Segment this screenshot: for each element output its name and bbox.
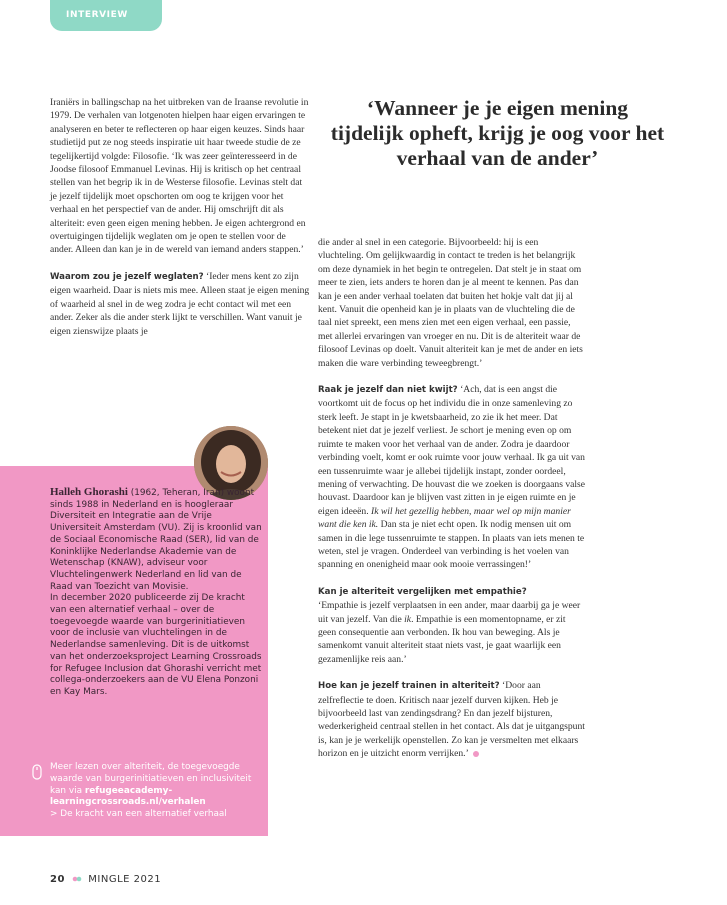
answer-text: . Empathie is een momentopname, er zit geen consequentie aan verbonden. Ik hou van beweging. Als je samenkomt vanuit alteriteit staat niets vast, je gaat waarlijk een gezamenlijke reis aan.’: [318, 613, 566, 665]
more-info-line[interactable]: > De kracht van een alternatief verhaal: [50, 809, 227, 820]
page-footer: [50, 874, 161, 885]
paragraph: Iraniërs in ballingschap na het uitbreken van de Iraanse revolutie in 1979. De verhalen van lotgenoten hielpen haar eigen ervaringen te analyseren en beter te reflecteren op haar eigen keuzes. Sinds haar studietijd put ze nog steeds inspiratie uit haar tweede studie de ze tegelijkertijd volgde: Filosofie. ‘Ik was zeer geïnteresseerd in de Joodse filosoof Emmanuel Levinas. Hij is kritisch op het centraal stellen van het begrip ik in de Westerse filosofie. Levinas stelt dat je jezelf tijdelijk moet opschorten om oog te krijgen voor het verhaal en het perspectief van de ander. Hij omschrijft dit als alteriteit: even geen eigen mening hebben. Je eigen achtergrond en overtuigingen tijdelijk weglaten om je open te stellen voor de ander. Alleen dan kan je in de wereld van iemand anders stappen.’: [50, 97, 309, 256]
answer-italic: Ik wil het gezellig hebben, maar wel op mijn manier want die ken ik.: [318, 505, 571, 531]
paragraph: [318, 585, 586, 666]
answer-text: ‘Ach, dat is een angst die voortkomt uit de focus op het individu die in onze samenleving zo sterk leeft. Je stapt in je kwetsbaarheid, zo zie ik het meer. Dat betekent niet dat je jezelf verliest. Je schort je mening even op om ruimte te maken voor het verhaal van de ander. Zodra je daardoor verbinding voelt, komt er ook ruimte voor jouw verhaal. Ik ga uit van een tussenruimte waar je allebei tijdelijk instapt, zonder oordeel, mening of verwachting. De houvast die we zoeken is doorgaans valse houvast. Daardoor kan je blijven vast zitten in je eigen ruimte en je eigen ideeën.: [318, 384, 586, 517]
bio-paragraph: [50, 487, 262, 593]
paragraph: die ander al snel in een categorie. Bijvoorbeeld: hij is een vluchteling. Om gelijkwaardig in contact te treden is het belangrijk om deze dynamiek in het begin te ontregelen. Dat stelt je in staat om meer te zien, iets anders te horen dan je al meent te kennen. Pas dan kan je een ander verhaal toelaten dat buiten het hokje valt dat jij al kent. Vanuit die openheid kan je in plaats van de vluchteling die de taal niet spreekt, een mens zien met een eigen verhaal, een passie, met allerlei ervaringen van vroeger en nu. Dit is de alteriteit waar de filosoof Levinas op doelt. Vanuit alteriteit kan je met de ander en iets maken die ware verbinding teweegbrengt.’: [318, 237, 583, 369]
bio-text: [50, 487, 262, 699]
answer-text: Dan sta je niet echt open. Ik nodig mensen uit om samen in die lege tussenruimte te stappen. In plaats van iets menen te weten, stel je vragen. Onderdeel van verbinding is het voelen van spanning en onenigheid maar ook mooie verrassingen!’: [318, 519, 585, 571]
answer-text: ‘Door aan zelfreflectie te doen. Kritisch naar jezelf durven kijken. Heb je bijvoorbeeld last van zendingsdrang? En dan jezelf bijsturen, wederkerigheid centraal stellen in het contact. Als dat je uitgangspunt is, kan je je werkelijk openstellen. Zo kan je versmelten met elkaars horizon en je uitzicht enorm verrijken.’: [318, 680, 585, 760]
answer-italic: ik: [404, 613, 412, 625]
pull-quote: ‘Wanneer je je eigen mening tijdelijk opheft, krijg je oog voor het verhaal van de ander’: [330, 96, 665, 170]
question: Kan je alteriteit vergelijken met empathie?: [318, 586, 527, 597]
page-number: 20: [50, 874, 65, 885]
answer-text: ‘Ieder mens kent zo zijn eigen waarheid. Daar is niets mis mee. Alleen staat je eigen mening of waarheid al snel in de weg zodra je echt contact wil met een ander. Zeker als die ander sterk lijkt te verschillen. Want vanuit je eigen zienswijze plaats je: [50, 270, 310, 337]
end-dot-icon: [473, 751, 479, 757]
mouse-icon: [32, 764, 42, 780]
more-info-link[interactable]: refugeeacademy-learningcrossroads.nl/verhalen: [50, 785, 206, 808]
article-column-right: [318, 236, 586, 774]
bio-text-part: (1962, Teheran, Iran) woont sinds 1988 in Nederland en is hoogleraar Diversiteit en Integratie aan de Vrije Universiteit Amsterdam (VU). Zij is kroonlid van de Sociaal Economische Raad (SER), lid van de Koninklijke Nederlandse Akademie van de Wetenschap (KNAW), adviseur voor Vluchtelingenwerk Nederland en lid van de Raad van Toezicht van Movisie.: [50, 488, 262, 592]
question: Raak je jezelf dan niet kwijt?: [318, 385, 458, 396]
section-tab: [50, 0, 162, 31]
question: Waarom zou je jezelf weglaten?: [50, 271, 204, 282]
paragraph: [318, 383, 586, 572]
paragraph: [50, 270, 310, 338]
paragraph: [318, 679, 586, 760]
more-info-intro: Meer lezen over alteriteit, de toegevoegde waarde van burgerinitiatieven en inclusiviteit kan via: [50, 762, 252, 796]
more-info-text: [50, 762, 265, 809]
bio-name: Halleh Ghorashi: [50, 486, 128, 498]
answer-text: ‘Empathie is jezelf verplaatsen in een ander, maar daarbij ga je weer uit van jezelf. Van die: [318, 600, 581, 625]
section-tab-label: INTERVIEW: [66, 10, 128, 20]
mingle-logo-icon: [72, 874, 82, 884]
question: Hoe kan je jezelf trainen in alteriteit?: [318, 681, 500, 692]
article-column-left: [50, 96, 310, 351]
more-info: [50, 762, 265, 821]
bio-paragraph: In december 2020 publiceerde zij De kracht van een alternatief verhaal – over de toegevoegde waarde van burgerinitiatieven voor de inclusie van vluchtelingen in de Nederlandse samenleving. Dit is de uitkomst van het onderzoeksproject Learning Crossroads for Refugee Inclusion dat Ghorashi verricht met collega-onderzoekers aan de VU Elena Ponzoni en Kay Mars.: [50, 593, 262, 697]
magazine-name: MINGLE 2021: [88, 874, 162, 885]
